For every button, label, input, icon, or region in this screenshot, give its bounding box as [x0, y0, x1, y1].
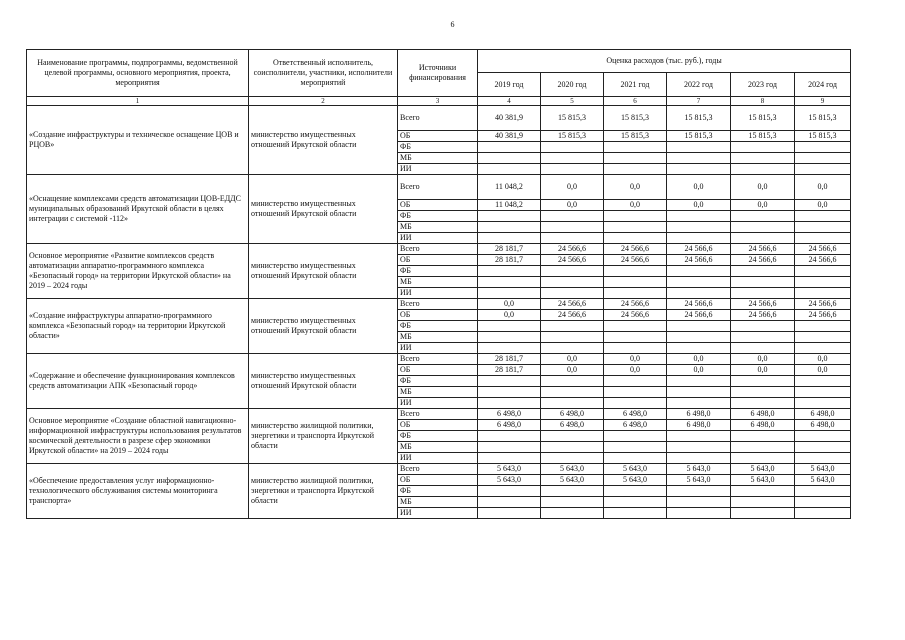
- cost-value: [667, 288, 731, 299]
- cost-value: 5 643,0: [667, 475, 731, 486]
- activity-name: Основное мероприятие «Создание областной навигационно-информационной инфраструктуры использования результатов космической деятельности в разрезе сфер экономики Иркутской области» на 2019 – 2024 годы: [27, 409, 249, 464]
- cost-value: 0,0: [667, 200, 731, 211]
- cost-value: 6 498,0: [795, 409, 851, 420]
- activity-name: «Оснащение комплексами средств автоматизации ЦОВ-ЕДДС муниципальных образований Иркутской области в целях интеграции с системой -112»: [27, 175, 249, 244]
- cost-value: [604, 288, 667, 299]
- cost-value: [478, 153, 541, 164]
- cost-value: 15 815,3: [604, 131, 667, 142]
- funding-source: Всего: [398, 464, 478, 475]
- cost-value: [541, 376, 604, 387]
- cost-value: [667, 508, 731, 519]
- cost-value: [478, 508, 541, 519]
- cost-value: 24 566,6: [731, 310, 795, 321]
- cost-value: [604, 332, 667, 343]
- cost-value: [478, 398, 541, 409]
- cost-value: 6 498,0: [604, 409, 667, 420]
- cost-value: 5 643,0: [478, 475, 541, 486]
- cost-value: [731, 343, 795, 354]
- cost-value: 5 643,0: [541, 475, 604, 486]
- cost-value: 24 566,6: [795, 299, 851, 310]
- cost-value: [478, 164, 541, 175]
- cost-value: [541, 343, 604, 354]
- header-year: 2020 год: [541, 73, 604, 97]
- cost-value: 15 815,3: [731, 106, 795, 131]
- cost-value: [478, 387, 541, 398]
- cost-value: [795, 508, 851, 519]
- cost-value: 15 815,3: [604, 106, 667, 131]
- cost-value: 24 566,6: [667, 255, 731, 266]
- cost-value: 0,0: [667, 354, 731, 365]
- cost-value: 24 566,6: [604, 299, 667, 310]
- activity-executor: министерство имущественных отношений Иркутской области: [249, 244, 398, 299]
- cost-value: 24 566,6: [541, 310, 604, 321]
- cost-value: 40 381,9: [478, 106, 541, 131]
- cost-value: [795, 164, 851, 175]
- cost-value: [667, 164, 731, 175]
- header-name: Наименование программы, подпрограммы, ведомственной целевой программы, основного мероприятия, проекта, мероприятия: [27, 50, 249, 97]
- cost-value: [795, 376, 851, 387]
- cost-value: 24 566,6: [667, 244, 731, 255]
- cost-value: 15 815,3: [541, 131, 604, 142]
- cost-value: [604, 497, 667, 508]
- cost-value: 5 643,0: [604, 464, 667, 475]
- cost-value: [795, 486, 851, 497]
- cost-value: 5 643,0: [795, 464, 851, 475]
- cost-value: [604, 153, 667, 164]
- funding-source: ФБ: [398, 321, 478, 332]
- cost-value: [731, 233, 795, 244]
- cost-value: [541, 431, 604, 442]
- cost-value: [795, 277, 851, 288]
- cost-value: 24 566,6: [731, 255, 795, 266]
- cost-value: 0,0: [731, 354, 795, 365]
- cost-value: 6 498,0: [667, 420, 731, 431]
- activity-name: «Обеспечение предоставления услуг информационно-технологического обслуживания системы мониторинга транспорта»: [27, 464, 249, 519]
- cost-value: [731, 398, 795, 409]
- funding-source: ИИ: [398, 164, 478, 175]
- cost-value: [541, 266, 604, 277]
- cost-value: 24 566,6: [795, 255, 851, 266]
- cost-value: [795, 211, 851, 222]
- cost-value: [604, 142, 667, 153]
- cost-value: [667, 222, 731, 233]
- funding-source: МБ: [398, 387, 478, 398]
- cost-value: 0,0: [731, 200, 795, 211]
- cost-value: [731, 211, 795, 222]
- activity-executor: министерство жилищной политики, энергетики и транспорта Иркутской области: [249, 409, 398, 464]
- cost-value: 24 566,6: [667, 299, 731, 310]
- cost-value: 5 643,0: [541, 464, 604, 475]
- cost-value: [667, 486, 731, 497]
- table-row: [27, 464, 851, 475]
- table-row: [27, 354, 851, 365]
- cost-value: [667, 153, 731, 164]
- funding-source: ФБ: [398, 486, 478, 497]
- cost-value: 15 815,3: [795, 106, 851, 131]
- cost-value: [731, 486, 795, 497]
- cost-value: [541, 153, 604, 164]
- cost-value: [604, 508, 667, 519]
- table-row: [27, 299, 851, 310]
- cost-value: 40 381,9: [478, 131, 541, 142]
- cost-value: 5 643,0: [731, 475, 795, 486]
- cost-value: [478, 453, 541, 464]
- activity-executor: министерство имущественных отношений Иркутской области: [249, 106, 398, 175]
- cost-value: [795, 142, 851, 153]
- activity-name: «Создание инфраструктуры и техническое оснащение ЦОВ и РЦОВ»: [27, 106, 249, 175]
- cost-value: [731, 508, 795, 519]
- cost-value: [667, 233, 731, 244]
- funding-source: ФБ: [398, 376, 478, 387]
- cost-value: 28 181,7: [478, 365, 541, 376]
- cost-value: [478, 376, 541, 387]
- cost-value: [478, 211, 541, 222]
- cost-value: [731, 321, 795, 332]
- cost-value: 0,0: [604, 354, 667, 365]
- cost-value: [731, 164, 795, 175]
- activity-name: «Содержание и обеспечение функционирования комплексов средств автоматизации АПК «Безопасный город»: [27, 354, 249, 409]
- funding-source: ИИ: [398, 508, 478, 519]
- budget-table: [26, 49, 851, 519]
- cost-value: 24 566,6: [541, 255, 604, 266]
- cost-value: [795, 288, 851, 299]
- cost-value: [541, 332, 604, 343]
- table-row: [27, 244, 851, 255]
- activity-executor: министерство жилищной политики, энергетики и транспорта Иркутской области: [249, 464, 398, 519]
- cost-value: 0,0: [731, 365, 795, 376]
- activity-name: Основное мероприятие «Развитие комплексов средств автоматизации аппаратно-программного комплекса «Безопасный город» на территории Иркутской области» на 2019 – 2024 годы: [27, 244, 249, 299]
- cost-value: 0,0: [541, 354, 604, 365]
- cost-value: [604, 266, 667, 277]
- cost-value: 0,0: [731, 175, 795, 200]
- cost-value: [795, 497, 851, 508]
- cost-value: [731, 442, 795, 453]
- cost-value: [731, 431, 795, 442]
- funding-source: МБ: [398, 222, 478, 233]
- cost-value: [478, 497, 541, 508]
- cost-value: 0,0: [478, 310, 541, 321]
- cost-value: [604, 277, 667, 288]
- funding-source: Всего: [398, 354, 478, 365]
- cost-value: [478, 142, 541, 153]
- funding-source: ФБ: [398, 211, 478, 222]
- cost-value: [541, 453, 604, 464]
- cost-value: 0,0: [541, 200, 604, 211]
- cost-value: [541, 387, 604, 398]
- funding-source: МБ: [398, 497, 478, 508]
- activity-executor: министерство имущественных отношений Иркутской области: [249, 299, 398, 354]
- cost-value: [604, 431, 667, 442]
- cost-value: 15 815,3: [731, 131, 795, 142]
- cost-value: [667, 321, 731, 332]
- cost-value: [478, 222, 541, 233]
- cost-value: 24 566,6: [604, 310, 667, 321]
- header-executor: Ответственный исполнитель, соисполнители, участники, исполнители мероприятий: [249, 50, 398, 97]
- funding-source: Всего: [398, 175, 478, 200]
- funding-source: МБ: [398, 332, 478, 343]
- cost-value: 6 498,0: [541, 420, 604, 431]
- cost-value: [478, 442, 541, 453]
- cost-value: 0,0: [667, 365, 731, 376]
- cost-value: [795, 453, 851, 464]
- cost-value: [731, 142, 795, 153]
- cost-value: 24 566,6: [731, 244, 795, 255]
- cost-value: [667, 266, 731, 277]
- cost-value: [541, 142, 604, 153]
- column-number: 1: [27, 97, 249, 106]
- cost-value: [795, 398, 851, 409]
- cost-value: [795, 233, 851, 244]
- cost-value: 0,0: [795, 365, 851, 376]
- cost-value: [795, 321, 851, 332]
- cost-value: 6 498,0: [541, 409, 604, 420]
- funding-source: ФБ: [398, 266, 478, 277]
- column-number: 8: [731, 97, 795, 106]
- activity-executor: министерство имущественных отношений Иркутской области: [249, 175, 398, 244]
- cost-value: [604, 222, 667, 233]
- column-number: 6: [604, 97, 667, 106]
- funding-source: ФБ: [398, 142, 478, 153]
- cost-value: 0,0: [604, 365, 667, 376]
- cost-value: 0,0: [478, 299, 541, 310]
- funding-source: ИИ: [398, 288, 478, 299]
- activity-executor: министерство имущественных отношений Иркутской области: [249, 354, 398, 409]
- cost-value: [667, 442, 731, 453]
- cost-value: [667, 376, 731, 387]
- cost-value: [667, 387, 731, 398]
- cost-value: [604, 211, 667, 222]
- cost-value: 0,0: [604, 200, 667, 211]
- column-number: 3: [398, 97, 478, 106]
- cost-value: [795, 332, 851, 343]
- cost-value: [604, 376, 667, 387]
- cost-value: 28 181,7: [478, 354, 541, 365]
- cost-value: 6 498,0: [667, 409, 731, 420]
- cost-value: 0,0: [667, 175, 731, 200]
- column-number: 4: [478, 97, 541, 106]
- cost-value: [795, 222, 851, 233]
- cost-value: [604, 164, 667, 175]
- funding-source: Всего: [398, 299, 478, 310]
- funding-source: МБ: [398, 442, 478, 453]
- cost-value: [731, 288, 795, 299]
- funding-source: Всего: [398, 244, 478, 255]
- funding-source: ОБ: [398, 131, 478, 142]
- cost-value: [667, 343, 731, 354]
- cost-value: [541, 442, 604, 453]
- cost-value: [541, 233, 604, 244]
- cost-value: 15 815,3: [795, 131, 851, 142]
- header-year: 2019 год: [478, 73, 541, 97]
- cost-value: [667, 497, 731, 508]
- funding-source: ИИ: [398, 343, 478, 354]
- cost-value: 0,0: [795, 175, 851, 200]
- header-costs: Оценка расходов (тыс. руб.), годы: [478, 50, 851, 73]
- cost-value: 5 643,0: [795, 475, 851, 486]
- cost-value: [541, 321, 604, 332]
- funding-source: ОБ: [398, 310, 478, 321]
- cost-value: [604, 486, 667, 497]
- cost-value: [541, 288, 604, 299]
- cost-value: 24 566,6: [604, 255, 667, 266]
- cost-value: [731, 376, 795, 387]
- cost-value: [604, 398, 667, 409]
- cost-value: [541, 277, 604, 288]
- cost-value: [795, 153, 851, 164]
- cost-value: 6 498,0: [795, 420, 851, 431]
- cost-value: [667, 277, 731, 288]
- cost-value: [795, 387, 851, 398]
- column-number: 7: [667, 97, 731, 106]
- cost-value: [604, 321, 667, 332]
- cost-value: [541, 211, 604, 222]
- cost-value: 5 643,0: [604, 475, 667, 486]
- cost-value: 0,0: [541, 365, 604, 376]
- cost-value: [731, 332, 795, 343]
- cost-value: [731, 277, 795, 288]
- cost-value: [478, 277, 541, 288]
- cost-value: [541, 222, 604, 233]
- cost-value: [731, 222, 795, 233]
- cost-value: [478, 486, 541, 497]
- funding-source: ОБ: [398, 420, 478, 431]
- cost-value: [478, 321, 541, 332]
- column-number: 2: [249, 97, 398, 106]
- cost-value: [795, 442, 851, 453]
- cost-value: [731, 387, 795, 398]
- table-row: [27, 409, 851, 420]
- cost-value: 11 048,2: [478, 175, 541, 200]
- cost-value: [541, 398, 604, 409]
- cost-value: 15 815,3: [541, 106, 604, 131]
- cost-value: 24 566,6: [604, 244, 667, 255]
- funding-source: ОБ: [398, 255, 478, 266]
- cost-value: [478, 233, 541, 244]
- cost-value: 6 498,0: [478, 420, 541, 431]
- cost-value: [731, 266, 795, 277]
- funding-source: ОБ: [398, 200, 478, 211]
- cost-value: [478, 266, 541, 277]
- cost-value: 11 048,2: [478, 200, 541, 211]
- cost-value: 6 498,0: [478, 409, 541, 420]
- cost-value: 0,0: [795, 354, 851, 365]
- header-year: 2022 год: [667, 73, 731, 97]
- funding-source: ОБ: [398, 475, 478, 486]
- cost-value: [604, 343, 667, 354]
- header-year: 2024 год: [795, 73, 851, 97]
- cost-value: [541, 486, 604, 497]
- cost-value: [667, 142, 731, 153]
- cost-value: 24 566,6: [541, 299, 604, 310]
- cost-value: [541, 164, 604, 175]
- cost-value: 15 815,3: [667, 106, 731, 131]
- cost-value: 5 643,0: [667, 464, 731, 475]
- cost-value: [604, 453, 667, 464]
- cost-value: 5 643,0: [731, 464, 795, 475]
- activity-name: «Создание инфраструктуры аппаратно-программного комплекса «Безопасный город» на территории Иркутской области»: [27, 299, 249, 354]
- funding-source: Всего: [398, 409, 478, 420]
- cost-value: 24 566,6: [795, 244, 851, 255]
- cost-value: [667, 453, 731, 464]
- cost-value: [604, 233, 667, 244]
- cost-value: [667, 398, 731, 409]
- cost-value: 6 498,0: [731, 409, 795, 420]
- cost-value: 5 643,0: [478, 464, 541, 475]
- funding-source: ИИ: [398, 233, 478, 244]
- funding-source: ИИ: [398, 453, 478, 464]
- header-year: 2023 год: [731, 73, 795, 97]
- funding-source: ОБ: [398, 365, 478, 376]
- cost-value: 24 566,6: [541, 244, 604, 255]
- cost-value: 0,0: [795, 200, 851, 211]
- cost-value: 28 181,7: [478, 255, 541, 266]
- cost-value: [604, 442, 667, 453]
- column-number: 9: [795, 97, 851, 106]
- table-row: [27, 106, 851, 131]
- cost-value: [478, 431, 541, 442]
- cost-value: [795, 343, 851, 354]
- cost-value: [731, 497, 795, 508]
- cost-value: [667, 211, 731, 222]
- cost-value: 24 566,6: [731, 299, 795, 310]
- funding-source: ФБ: [398, 431, 478, 442]
- column-number: 5: [541, 97, 604, 106]
- cost-value: [731, 153, 795, 164]
- table-row: [27, 175, 851, 200]
- cost-value: [541, 497, 604, 508]
- cost-value: [667, 431, 731, 442]
- cost-value: 6 498,0: [731, 420, 795, 431]
- cost-value: [478, 343, 541, 354]
- cost-value: 28 181,7: [478, 244, 541, 255]
- cost-value: [541, 508, 604, 519]
- funding-source: МБ: [398, 277, 478, 288]
- cost-value: [795, 266, 851, 277]
- cost-value: [604, 387, 667, 398]
- cost-value: 24 566,6: [667, 310, 731, 321]
- funding-source: Всего: [398, 106, 478, 131]
- page-number: 6: [450, 20, 455, 29]
- funding-source: МБ: [398, 153, 478, 164]
- cost-value: 0,0: [541, 175, 604, 200]
- header-sources: Источники финансирования: [398, 50, 478, 97]
- table-body: [27, 106, 851, 519]
- cost-value: [478, 288, 541, 299]
- cost-value: 15 815,3: [667, 131, 731, 142]
- cost-value: [795, 431, 851, 442]
- header-year: 2021 год: [604, 73, 667, 97]
- funding-source: ИИ: [398, 398, 478, 409]
- cost-value: [667, 332, 731, 343]
- cost-value: [731, 453, 795, 464]
- cost-value: 0,0: [604, 175, 667, 200]
- cost-value: [478, 332, 541, 343]
- cost-value: 24 566,6: [795, 310, 851, 321]
- cost-value: 6 498,0: [604, 420, 667, 431]
